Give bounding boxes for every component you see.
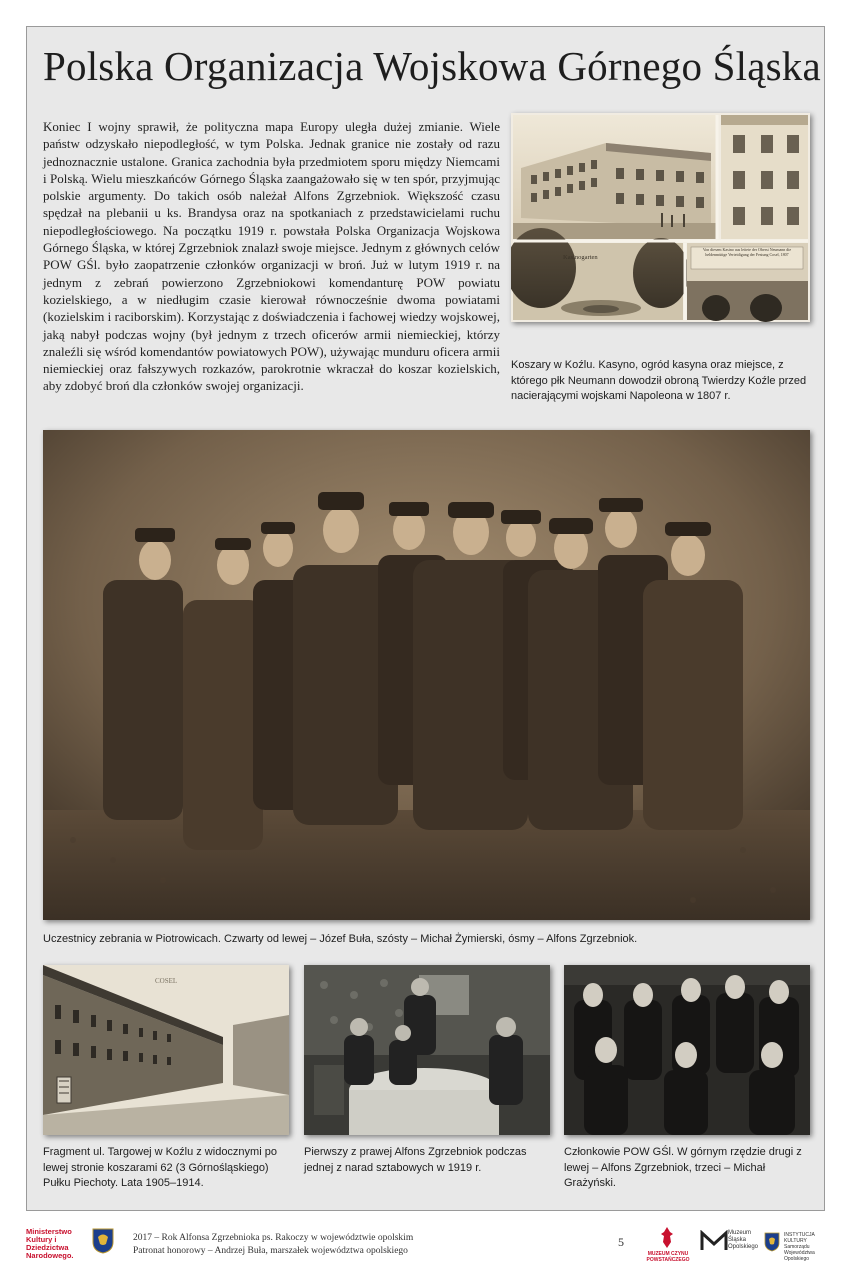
museum-czynu-logo: MUZEUM CZYNU POWSTAŃCZEGO <box>646 1251 690 1263</box>
footer-line-2: Patronat honorowy – Andrzej Buła, marszałek województwa opolskiego <box>133 1246 408 1256</box>
ministry-logo: Ministerstwo Kultury i Dziedzictwa Narodowego. <box>26 1227 74 1260</box>
barracks-collage-image <box>511 113 810 322</box>
place-label: Von diesem Kasino aus leitete der Oberst Neumann die heldenmütige Verteidigung der Festung Cosel, 1807 <box>702 247 792 257</box>
group-photo-image <box>43 430 810 920</box>
museum-m-icon <box>700 1230 728 1252</box>
members-caption: Członkowie POW GŚl. W górnym rzędzie drugi z lewej – Alfons Zgrzebniok, trzeci – Michał Grażyński. <box>564 1146 802 1189</box>
eagle-icon <box>660 1226 674 1250</box>
region-shield-icon <box>764 1232 780 1252</box>
street-photo <box>43 965 289 1135</box>
street-photo-image <box>43 965 289 1135</box>
footer-line-1: 2017 – Rok Alfonsa Zgrzebnioka ps. Rakoczy w województwie opolskim <box>133 1233 414 1243</box>
barracks-caption: Koszary w Koźlu. Kasyno, ogród kasyna oraz miejsce, z którego płk Neumann dowodził obroną Twierdzy Koźle przed nacierającymi wojskami Napoleona w 1807 r. <box>511 359 807 402</box>
page-number: 5 <box>618 1235 624 1249</box>
postcard-label: COSEL <box>155 977 178 985</box>
meeting-caption: Pierwszy z prawej Alfons Zgrzebniok podczas jednej z narad sztabowych w 1919 r. <box>304 1146 527 1174</box>
museum-slaska-logo: Muzeum Śląska Opolskiego <box>728 1230 759 1250</box>
footer-text <box>133 1232 413 1258</box>
institution-logo: INSTYTUCJA KULTURY Samorządu Województwa Opolskiego <box>784 1232 815 1262</box>
barracks-collage-photo <box>511 113 810 322</box>
garden-label: Kasinogarten <box>563 254 598 261</box>
street-caption: Fragment ul. Targowej w Koźlu z widocznymi po lewej stronie koszarami 62 (3 Górnośląskiego) Pułku Piechoty. Lata 1905–1914. <box>43 1146 277 1189</box>
members-photo-image <box>564 965 810 1135</box>
meeting-photo <box>304 965 550 1135</box>
group-photo <box>43 430 810 920</box>
members-photo <box>564 965 810 1135</box>
meeting-photo-image <box>304 965 550 1135</box>
group-caption: Uczestnicy zebrania w Piotrowicach. Czwarty od lewej – Józef Buła, szósty – Michał Żymierski, ósmy – Alfons Zgrzebniok. <box>43 933 638 945</box>
page-title: Polska Organizacja Wojskowa Górnego Śląska <box>43 43 821 89</box>
intro-paragraph: Koniec I wojny sprawił, że polityczna mapa Europy uległa dużej zmianie. Wiele państw odzyskało niepodległość, w tym Polska. Jednak granice nie zostały od razu jednoznacznie ustalone. Granica zachodnia była przedmiotem sporu między Niemcami i Polską. Wielu mieszkańców Górnego Śląska zaangażowało się w ten spór, przyjmując polskie argumenty. Do takich osób należał Alfons Zgrzebniok. Większość czasu spędzał na plebanii u ks. Brandysa oraz na spotkaniach z przedstawicielami ruchu niepodległościowego. Na początku 1919 r. powstała Polska Organizacja Wojskowa Górnego Śląska, w której Zgrzebniok znalazł swoje miejsce. Jednym z głównych celów POW GŚl. było zaopatrzenie członków organizacji w broń. Już w lutym 1919 r. na jednym z zebrań powierzono Zgrzebniokowi komendanturę POW powiatu kozielskiego, a w niedługim czasie kierował równocześnie dwoma powiatami (kozielskim i raciborskim). Korzystając z doświadczenia i fachowej wiedzy wojskowej, jaką nabył podczas wojny (był jednym z trzech oficerów armii niemieckiej, którzy znaleźli się wśród komendantów powiatowych POW), używając munduru oficera armii niemieckiej oraz fałszywych rozkazów, parokrotnie wkraczał do koszar kozielskich, aby zdobyć broń dla członków swojej organizacji. <box>43 119 500 394</box>
opole-coat-of-arms-icon <box>92 1228 114 1254</box>
